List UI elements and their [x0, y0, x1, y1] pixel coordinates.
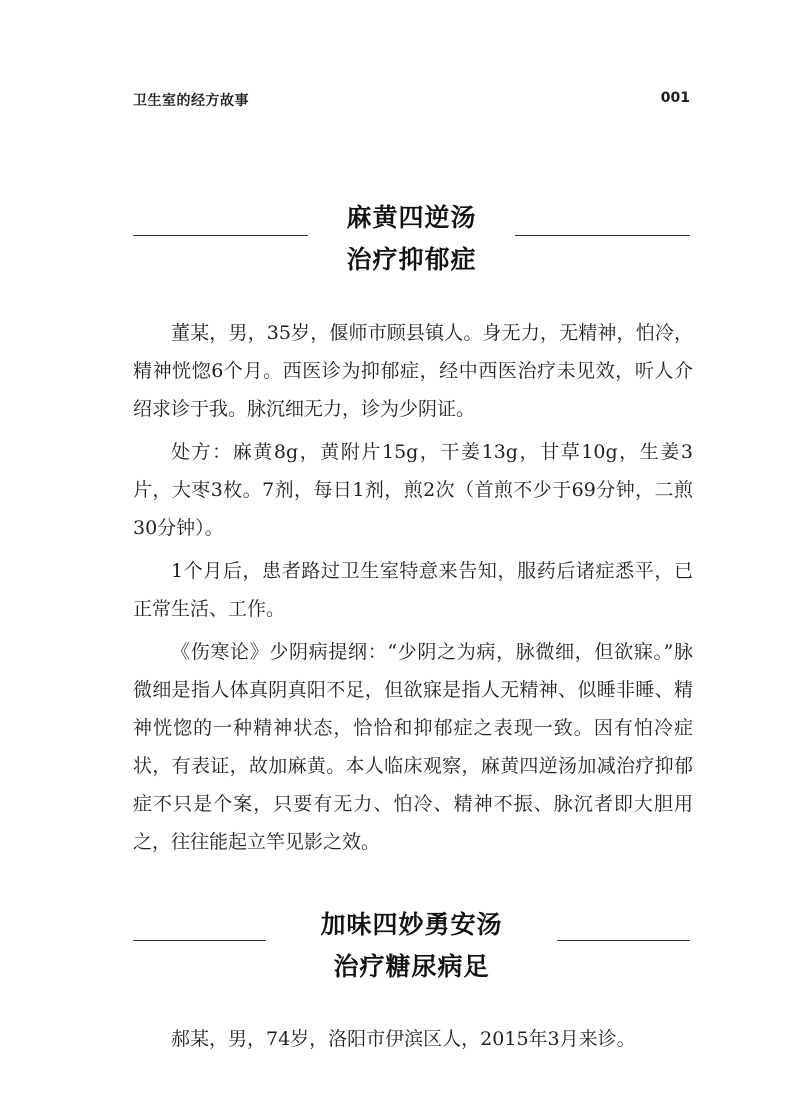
section-body-2 — [133, 1020, 693, 1063]
section-title-line2: 治疗抑郁症 — [346, 245, 477, 274]
heading-rule-right — [515, 235, 690, 236]
section-body-1 — [133, 314, 693, 866]
page-number: 001 — [660, 90, 690, 106]
section-heading-2 — [133, 903, 690, 983]
section-title-line1: 加味四妙勇安汤 — [320, 910, 503, 939]
section-title-line2: 治疗糖尿病足 — [333, 952, 490, 981]
book-title: 卫生室的经方故事 — [133, 93, 249, 109]
section-title-line1: 麻黄四逆汤 — [346, 203, 477, 232]
paragraph: 董某，男，35岁，偃师市顾县镇人。身无力，无精神，怕冷，精神恍惚6个月。西医诊为抑郁症，经中西医治疗未见效，听人介绍求诊于我。脉沉细无力，诊为少阴证。 — [133, 322, 693, 420]
paragraph: 处方：麻黄8g，黄附片15g，干姜13g，甘草10g，生姜3片，大枣3枚。7剂，每日1剂，煎2次（首煎不少于69分钟，二煎30分钟）。 — [133, 441, 693, 539]
paragraph: 郝某，男，74岁，洛阳市伊滨区人，2015年3月来诊。 — [171, 1028, 636, 1050]
paragraph: 1个月后，患者路过卫生室特意来告知，服药后诸症悉平，已正常生活、工作。 — [133, 560, 693, 620]
section-heading-1 — [133, 196, 690, 276]
heading-rule-left — [133, 235, 308, 236]
paragraph: 《伤寒论》少阴病提纲：“少阴之为病，脉微细，但欲寐。”脉微细是指人体真阴真阳不足，但欲寐是指人无精神、似睡非睡、精神恍惚的一种精神状态，恰恰和抑郁症之表现一致。因有怕冷症状，有表证，故加麻黄。本人临床观察，麻黄四逆汤加减治疗抑郁症不只是个案，只要有无力、怕冷、精神不振、脉沉者即大胆用之，往往能起立竿见影之效。 — [133, 641, 693, 853]
running-header — [133, 90, 690, 114]
